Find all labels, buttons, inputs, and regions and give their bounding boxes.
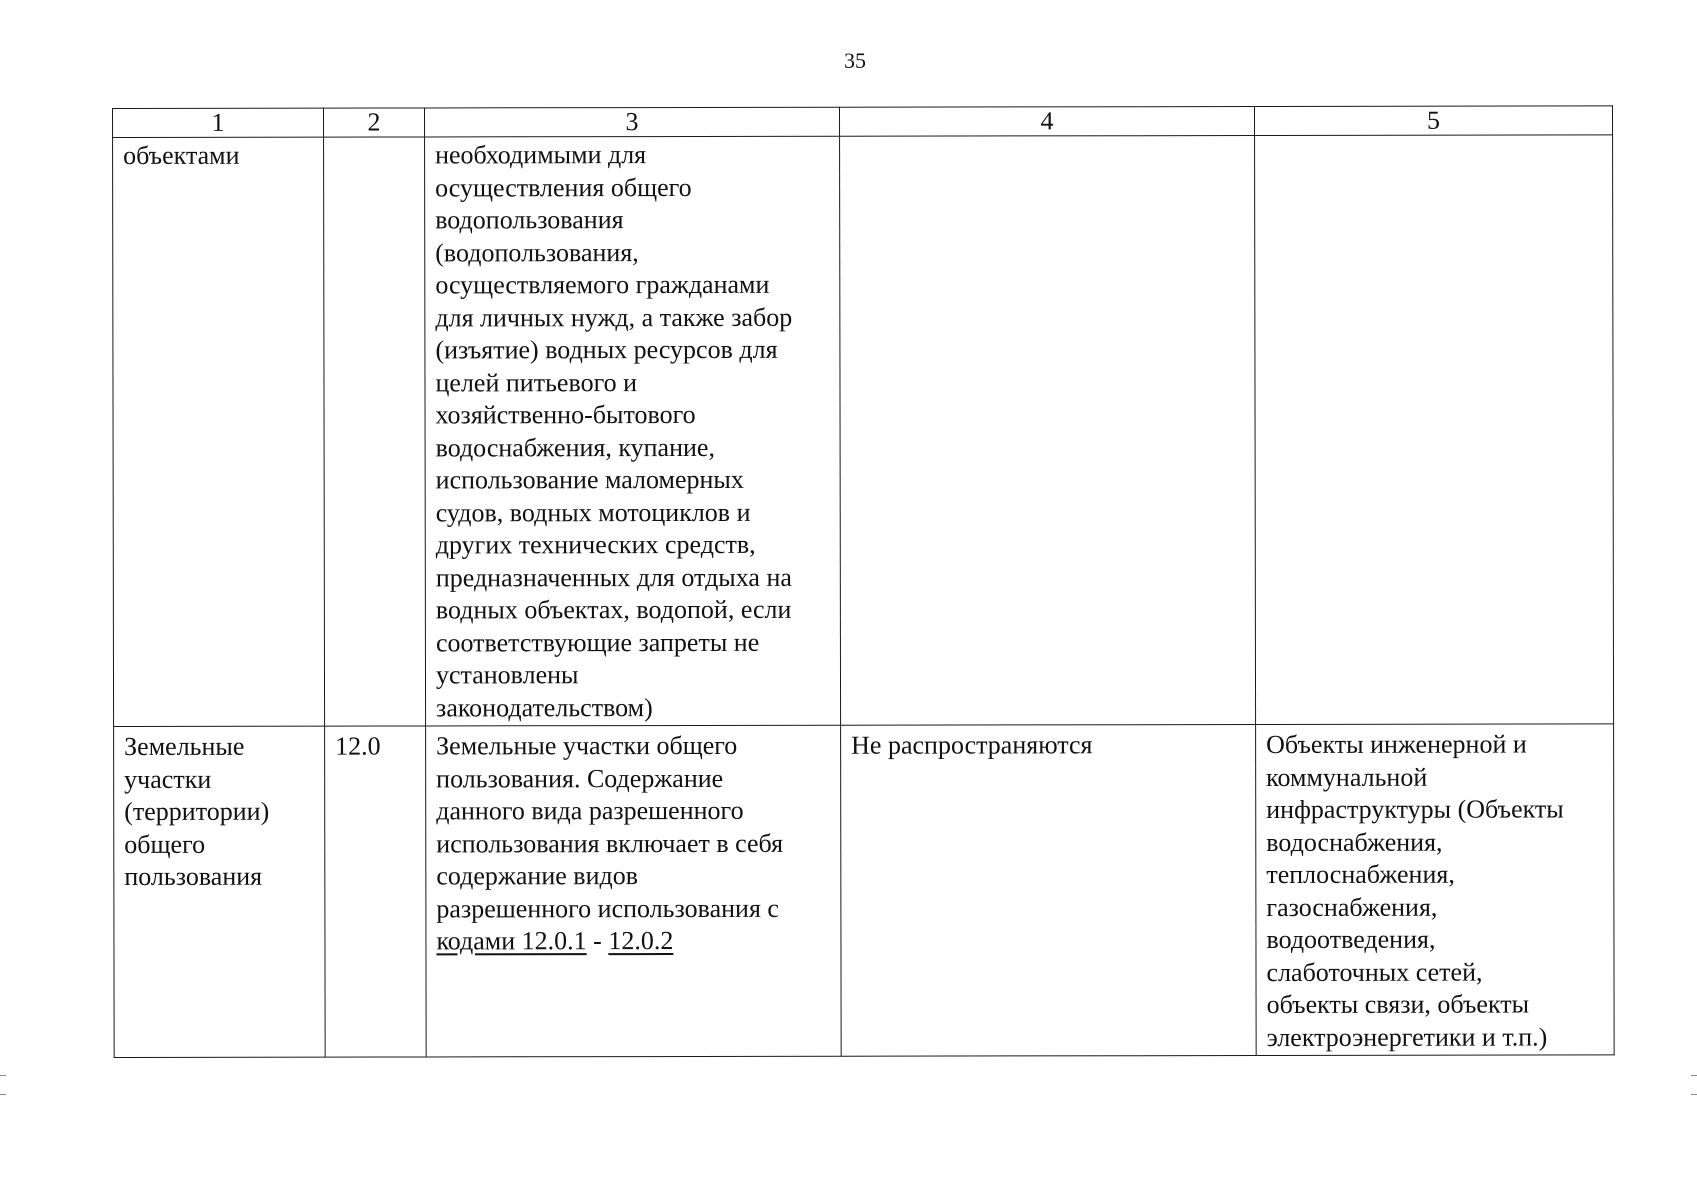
column-header-4: 4 <box>839 107 1254 137</box>
header-row <box>113 106 1613 138</box>
table-row <box>114 724 1615 1058</box>
column-header-5: 5 <box>1254 106 1612 136</box>
cell-use-code <box>324 137 426 726</box>
page-number: 35 <box>844 48 866 73</box>
code-link-12-0-2[interactable]: 12.0.2 <box>608 926 674 956</box>
table-row <box>113 135 1614 727</box>
cell-auxiliary-uses: Объекты инженерной и коммунальной инфраструктуры (Объекты водоснабжения, теплоснабжения, газоснабжения, водоотведения, слаботочных сетей, объекты связи, объекты электроэнергетики и т.п.) <box>1256 724 1615 1056</box>
scan-edge-mark-right <box>1691 1075 1697 1095</box>
cell-use-description <box>426 725 842 1057</box>
cell-auxiliary-uses <box>1255 135 1614 725</box>
cell-parameters: Не распространяются <box>841 725 1257 1057</box>
cell-use-description: необходимыми для осуществления общего водопользования (водопользования, осуществляемого гражданами для личных нужд, а также забор (изъятие) водных ресурсов для целей питьевого и хозяйственно-бытового водоснабжения, купание, использование маломерных судов, водных мотоциклов и других технических средств, предназначенных для отдыха на водных объектах, водопой, если соответствующие запреты не установлены законодательством) <box>425 136 841 726</box>
cell-use-name: Земельные участки (территории) общего пользования <box>114 726 326 1057</box>
description-text: Земельные участки общего пользования. Содержание данного вида разрешенного использования включает в себя содержание видов разрешенного использования с <box>436 730 784 923</box>
cell-use-code: 12.0 <box>325 726 427 1057</box>
code-range-separator: - <box>586 926 609 956</box>
code-link-12-0-1[interactable]: кодами 12.0.1 <box>436 926 587 956</box>
column-header-3: 3 <box>425 107 840 137</box>
column-header-1: 1 <box>113 108 324 137</box>
column-header-2: 2 <box>324 108 425 137</box>
scan-edge-mark-left <box>0 1075 6 1095</box>
land-use-table <box>112 105 1615 1058</box>
cell-use-name: объектами <box>113 137 325 726</box>
cell-parameters <box>840 136 1256 726</box>
